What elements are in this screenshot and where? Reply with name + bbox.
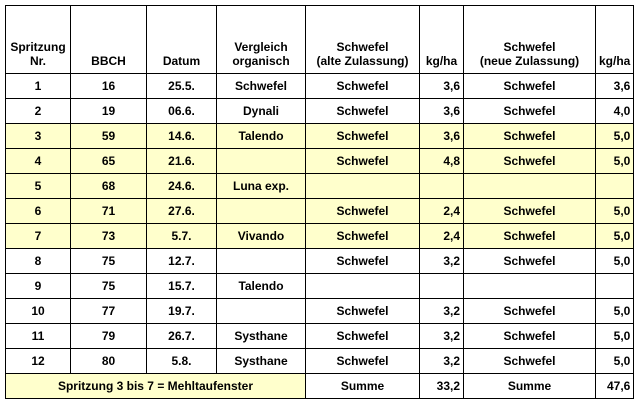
cell-nr: 4 [6, 149, 71, 174]
header-schwefel-alt [306, 6, 420, 74]
cell-bbch: 75 [71, 274, 147, 299]
cell-nr: 11 [6, 324, 71, 349]
table-row [6, 199, 634, 224]
cell-bbch: 65 [71, 149, 147, 174]
cell-vergleich: Talendo [217, 274, 306, 299]
cell-datum: 5.8. [147, 349, 217, 374]
cell-schwefel-neu: Schwefel [464, 74, 596, 99]
table-row [6, 149, 634, 174]
cell-vergleich: Vivando [217, 224, 306, 249]
cell-kgha-alt: 3,2 [420, 349, 464, 374]
cell-vergleich [217, 249, 306, 274]
table-row [6, 324, 634, 349]
cell-schwefel-neu: Schwefel [464, 124, 596, 149]
cell-schwefel-alt: Schwefel [306, 199, 420, 224]
cell-datum: 25.5. [147, 74, 217, 99]
cell-schwefel-neu: Schwefel [464, 349, 596, 374]
cell-schwefel-alt: Schwefel [306, 149, 420, 174]
cell-bbch: 79 [71, 324, 147, 349]
header-kgha-neu: kg/ha [596, 6, 634, 74]
cell-kgha-neu: 5,0 [596, 299, 634, 324]
table-row [6, 349, 634, 374]
header-datum: Datum [147, 6, 217, 74]
cell-nr: 5 [6, 174, 71, 199]
cell-vergleich [217, 299, 306, 324]
cell-datum: 5.7. [147, 224, 217, 249]
cell-datum: 14.6. [147, 124, 217, 149]
header-bbch: BBCH [71, 6, 147, 74]
cell-schwefel-alt: Schwefel [306, 349, 420, 374]
cell-datum: 06.6. [147, 99, 217, 124]
cell-kgha-alt: 3,6 [420, 99, 464, 124]
cell-datum: 19.7. [147, 299, 217, 324]
cell-nr: 1 [6, 74, 71, 99]
cell-vergleich: Systhane [217, 349, 306, 374]
cell-kgha-alt [420, 174, 464, 199]
cell-kgha-alt: 3,2 [420, 299, 464, 324]
header-schwefel-neu [464, 6, 596, 74]
cell-nr: 7 [6, 224, 71, 249]
cell-datum: 12.7. [147, 249, 217, 274]
summe-neu-value: 47,6 [596, 374, 634, 399]
mehltaufenster-note: Spritzung 3 bis 7 = Mehltaufenster [6, 374, 306, 399]
summe-alt-label: Summe [306, 374, 420, 399]
header-spritzung-line1: Spritzung [10, 40, 66, 54]
cell-datum: 15.7. [147, 274, 217, 299]
cell-kgha-neu: 5,0 [596, 349, 634, 374]
cell-bbch: 80 [71, 349, 147, 374]
table-row [6, 274, 634, 299]
cell-schwefel-alt: Schwefel [306, 224, 420, 249]
table-row [6, 74, 634, 99]
cell-schwefel-neu [464, 274, 596, 299]
cell-kgha-neu: 3,6 [596, 74, 634, 99]
header-spritzung-nr [6, 6, 71, 74]
cell-kgha-neu [596, 274, 634, 299]
cell-schwefel-neu: Schwefel [464, 199, 596, 224]
cell-kgha-neu [596, 174, 634, 199]
cell-vergleich: Systhane [217, 324, 306, 349]
cell-bbch: 73 [71, 224, 147, 249]
cell-vergleich: Talendo [217, 124, 306, 149]
cell-kgha-neu: 4,0 [596, 99, 634, 124]
cell-kgha-alt: 4,8 [420, 149, 464, 174]
cell-kgha-neu: 5,0 [596, 324, 634, 349]
header-kgha-alt: kg/ha [420, 6, 464, 74]
header-vergleich-line1: Vergleich [234, 40, 288, 54]
header-row [6, 6, 634, 74]
header-schwefel-neu-line1: Schwefel [503, 40, 556, 54]
summe-alt-value: 33,2 [420, 374, 464, 399]
cell-nr: 10 [6, 299, 71, 324]
cell-datum: 27.6. [147, 199, 217, 224]
cell-schwefel-neu: Schwefel [464, 149, 596, 174]
cell-schwefel-alt: Schwefel [306, 74, 420, 99]
cell-schwefel-alt: Schwefel [306, 124, 420, 149]
cell-schwefel-neu: Schwefel [464, 224, 596, 249]
cell-datum: 24.6. [147, 174, 217, 199]
cell-schwefel-alt [306, 274, 420, 299]
cell-vergleich [217, 199, 306, 224]
cell-nr: 12 [6, 349, 71, 374]
cell-kgha-neu: 5,0 [596, 199, 634, 224]
cell-nr: 6 [6, 199, 71, 224]
cell-datum: 21.6. [147, 149, 217, 174]
cell-schwefel-alt: Schwefel [306, 299, 420, 324]
cell-vergleich [217, 149, 306, 174]
cell-kgha-alt: 3,6 [420, 74, 464, 99]
header-vergleich [217, 6, 306, 74]
summary-row [6, 374, 634, 399]
cell-kgha-alt: 3,2 [420, 324, 464, 349]
cell-bbch: 19 [71, 99, 147, 124]
cell-bbch: 71 [71, 199, 147, 224]
cell-kgha-alt [420, 274, 464, 299]
table-row [6, 299, 634, 324]
cell-schwefel-neu: Schwefel [464, 299, 596, 324]
spray-schedule-table [5, 5, 634, 399]
cell-kgha-neu: 5,0 [596, 249, 634, 274]
cell-kgha-alt: 3,6 [420, 124, 464, 149]
cell-schwefel-alt: Schwefel [306, 249, 420, 274]
cell-nr: 3 [6, 124, 71, 149]
cell-bbch: 77 [71, 299, 147, 324]
cell-kgha-neu: 5,0 [596, 149, 634, 174]
cell-bbch: 59 [71, 124, 147, 149]
table-body [6, 74, 634, 374]
cell-nr: 2 [6, 99, 71, 124]
cell-nr: 8 [6, 249, 71, 274]
header-vergleich-line2: organisch [232, 54, 290, 68]
cell-schwefel-neu: Schwefel [464, 99, 596, 124]
header-schwefel-neu-line2: (neue Zulassung) [479, 54, 580, 68]
cell-bbch: 16 [71, 74, 147, 99]
header-schwefel-alt-line1: Schwefel [336, 40, 389, 54]
summe-neu-label: Summe [464, 374, 596, 399]
table-row [6, 249, 634, 274]
cell-kgha-neu: 5,0 [596, 124, 634, 149]
table-row [6, 99, 634, 124]
cell-schwefel-alt: Schwefel [306, 99, 420, 124]
cell-schwefel-alt: Schwefel [306, 324, 420, 349]
cell-schwefel-neu: Schwefel [464, 324, 596, 349]
cell-vergleich: Schwefel [217, 74, 306, 99]
cell-schwefel-neu: Schwefel [464, 249, 596, 274]
cell-kgha-alt: 2,4 [420, 199, 464, 224]
cell-datum: 26.7. [147, 324, 217, 349]
cell-bbch: 75 [71, 249, 147, 274]
cell-bbch: 68 [71, 174, 147, 199]
cell-kgha-alt: 3,2 [420, 249, 464, 274]
cell-vergleich: Luna exp. [217, 174, 306, 199]
header-spritzung-line2: Nr. [29, 54, 46, 68]
cell-kgha-neu: 5,0 [596, 224, 634, 249]
table-row [6, 174, 634, 199]
cell-schwefel-neu [464, 174, 596, 199]
cell-nr: 9 [6, 274, 71, 299]
header-schwefel-alt-line2: (alte Zulassung) [316, 54, 409, 68]
cell-vergleich: Dynali [217, 99, 306, 124]
table-row [6, 224, 634, 249]
cell-schwefel-alt [306, 174, 420, 199]
table-row [6, 124, 634, 149]
cell-kgha-alt: 2,4 [420, 224, 464, 249]
